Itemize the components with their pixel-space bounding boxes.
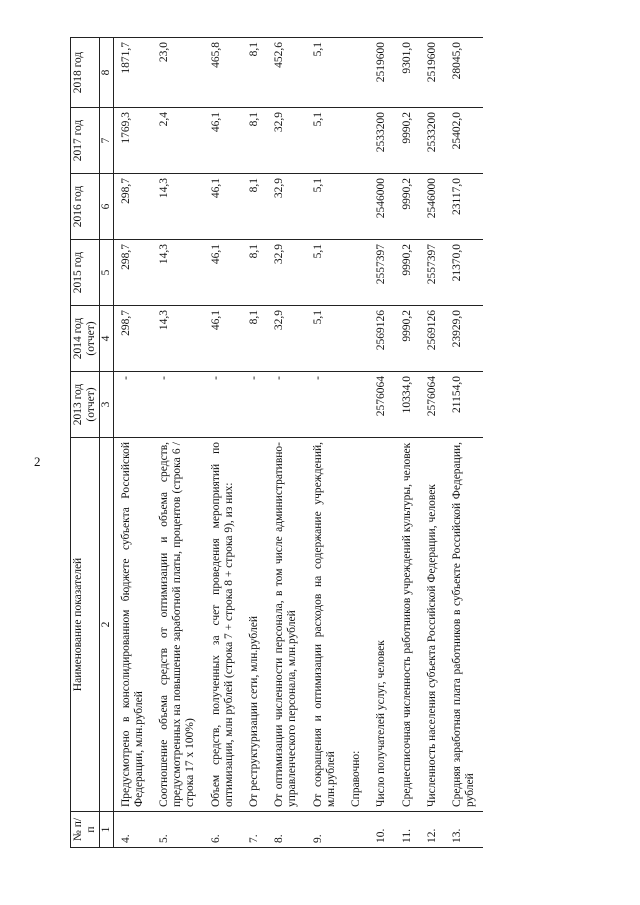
- indicator-value: 5,1: [306, 108, 344, 174]
- rotated-table-page: [70, 38, 550, 848]
- table-row: [152, 38, 204, 848]
- indicator-value: 46,1: [204, 240, 242, 306]
- header-year: 2017 год: [71, 108, 100, 174]
- indicator-value: 9990,2: [395, 108, 420, 174]
- header-year: 2018 год: [71, 38, 100, 108]
- indicator-value: [344, 372, 369, 438]
- indicator-value: 1769,3: [113, 108, 152, 174]
- indicator-value: 5,1: [306, 174, 344, 240]
- row-number: 11.: [395, 812, 420, 848]
- indicator-value: 2533200: [369, 108, 394, 174]
- indicator-name: От реструктуризации сети, млн.рублей: [242, 438, 267, 812]
- indicator-value: 2519600: [369, 38, 394, 108]
- indicator-value: 5,1: [306, 240, 344, 306]
- indicator-value: 2557397: [420, 240, 445, 306]
- row-number: 6.: [204, 812, 242, 848]
- page-number: 2: [34, 454, 41, 469]
- indicator-name: Численность населения субъекта Российской Федерации, человек: [420, 438, 445, 812]
- indicator-value: 8,1: [242, 108, 267, 174]
- indicator-name: От оптимизации численности персонала, в том числе административно-управленческого персонала, млн.рублей: [267, 438, 305, 812]
- indicator-value: 2569126: [369, 306, 394, 372]
- indicator-value: 32,9: [267, 306, 305, 372]
- indicator-name: От сокращения и оптимизации расходов на содержание учреждений, млн.рублей: [306, 438, 344, 812]
- indicator-value: 5,1: [306, 38, 344, 108]
- header-year: 2014 год (отчет): [71, 306, 100, 372]
- indicator-value: 8,1: [242, 38, 267, 108]
- row-number: 12.: [420, 812, 445, 848]
- indicator-value: [344, 38, 369, 108]
- indicator-value: 9990,2: [395, 240, 420, 306]
- indicator-value: 9990,2: [395, 306, 420, 372]
- indicator-value: [344, 240, 369, 306]
- column-number: 4: [100, 306, 113, 372]
- indicator-name: Предусмотрено в консолидированном бюджете субъекта Российской Федерации, млн.рублей: [113, 438, 152, 812]
- table-row: [344, 38, 369, 848]
- header-year: 2013 год (отчет): [71, 372, 100, 438]
- indicators-table: [70, 37, 483, 848]
- indicator-value: 2576064: [420, 372, 445, 438]
- indicator-value: 298,7: [113, 306, 152, 372]
- indicator-name: Средняя заработная плата работников в субъекте Российской Федерации, рублей: [445, 438, 483, 812]
- indicator-value: 10334,0: [395, 372, 420, 438]
- indicator-value: 46,1: [204, 108, 242, 174]
- indicator-value: 46,1: [204, 306, 242, 372]
- header-name: Наименование показателей: [71, 438, 100, 812]
- table-row: [420, 38, 445, 848]
- indicator-name: Объем средств, полученных за счет проведения мероприятий по оптимизации, млн рублей (строка 7 + строка 8 + строка 9), из них:: [204, 438, 242, 812]
- indicator-value: 32,9: [267, 174, 305, 240]
- row-number: 13.: [445, 812, 483, 848]
- indicator-value: [344, 306, 369, 372]
- indicator-value: [344, 108, 369, 174]
- row-number: 10.: [369, 812, 394, 848]
- indicator-value: 1871,7: [113, 38, 152, 108]
- indicator-value: 21154,0: [445, 372, 483, 438]
- column-number-row: [100, 38, 113, 848]
- table-row: [242, 38, 267, 848]
- indicator-value: -: [306, 372, 344, 438]
- indicator-value: -: [152, 372, 204, 438]
- table-row: [204, 38, 242, 848]
- indicator-name: Число получателей услуг, человек: [369, 438, 394, 812]
- indicator-name: Среднесписочная численность работников учреждений культуры, человек: [395, 438, 420, 812]
- indicator-value: 9301,0: [395, 38, 420, 108]
- indicator-value: 2546000: [420, 174, 445, 240]
- indicator-value: 2,4: [152, 108, 204, 174]
- table-row: [369, 38, 394, 848]
- column-number: 6: [100, 174, 113, 240]
- table-row: [113, 38, 152, 848]
- row-number: [344, 812, 369, 848]
- indicator-value: 32,9: [267, 108, 305, 174]
- indicator-value: 32,9: [267, 240, 305, 306]
- indicator-value: 5,1: [306, 306, 344, 372]
- indicator-value: 2576064: [369, 372, 394, 438]
- table-row: [267, 38, 305, 848]
- row-number: 4.: [113, 812, 152, 848]
- column-number: 1: [100, 812, 113, 848]
- indicator-value: 2533200: [420, 108, 445, 174]
- indicator-value: [344, 174, 369, 240]
- column-number: 3: [100, 372, 113, 438]
- column-number: 2: [100, 438, 113, 812]
- row-number: 9.: [306, 812, 344, 848]
- indicator-value: 14,3: [152, 240, 204, 306]
- column-number: 5: [100, 240, 113, 306]
- indicator-value: 46,1: [204, 174, 242, 240]
- header-no: № п/п: [71, 812, 100, 848]
- row-number: 5.: [152, 812, 204, 848]
- row-number: 8.: [267, 812, 305, 848]
- indicator-value: 8,1: [242, 306, 267, 372]
- header-year: 2016 год: [71, 174, 100, 240]
- indicator-value: 23,0: [152, 38, 204, 108]
- table-body: [113, 38, 483, 848]
- indicator-value: -: [242, 372, 267, 438]
- column-number: 7: [100, 108, 113, 174]
- indicator-value: 8,1: [242, 174, 267, 240]
- column-number: 8: [100, 38, 113, 108]
- table-row: [445, 38, 483, 848]
- indicator-value: 465,8: [204, 38, 242, 108]
- indicator-value: 25402,0: [445, 108, 483, 174]
- indicator-value: 2519600: [420, 38, 445, 108]
- table-row: [395, 38, 420, 848]
- indicator-value: -: [204, 372, 242, 438]
- table-row: [306, 38, 344, 848]
- indicator-name: Справочно:: [344, 438, 369, 812]
- indicator-value: -: [113, 372, 152, 438]
- indicator-value: -: [267, 372, 305, 438]
- indicator-value: 298,7: [113, 240, 152, 306]
- indicator-value: 14,3: [152, 174, 204, 240]
- indicator-value: 2546000: [369, 174, 394, 240]
- row-number: 7.: [242, 812, 267, 848]
- indicator-value: 21370,0: [445, 240, 483, 306]
- indicator-value: 28045,0: [445, 38, 483, 108]
- indicator-value: 23929,0: [445, 306, 483, 372]
- indicator-value: 9990,2: [395, 174, 420, 240]
- indicator-value: 8,1: [242, 240, 267, 306]
- indicator-value: 2569126: [420, 306, 445, 372]
- indicator-value: 2557397: [369, 240, 394, 306]
- indicator-value: 298,7: [113, 174, 152, 240]
- indicator-value: 23117,0: [445, 174, 483, 240]
- indicator-value: 14,3: [152, 306, 204, 372]
- header-year: 2015 год: [71, 240, 100, 306]
- indicator-name: Соотношение объема средств от оптимизации и объема средств, предусмотренных на повышение заработной платы, процентов (строка 6 / строка 17 х 100%): [152, 438, 204, 812]
- header-row: [71, 38, 100, 848]
- indicator-value: 452,6: [267, 38, 305, 108]
